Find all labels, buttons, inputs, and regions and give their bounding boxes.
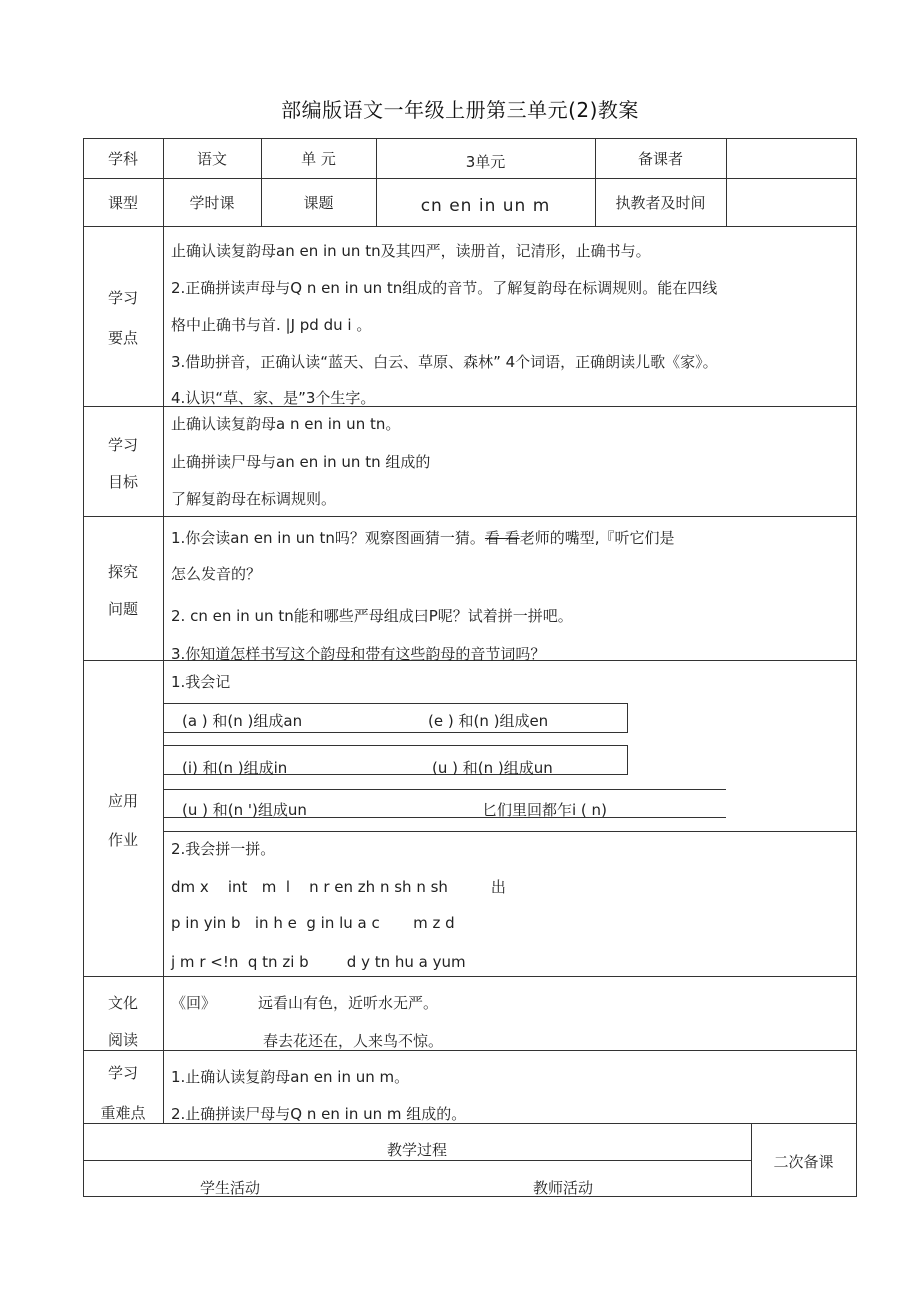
explore-line: 3.你知道怎样书写这个韵母和带有这些韵母的音节词吗？ [171, 645, 546, 663]
explore-strikethrough-text: 看 看 [484, 529, 520, 547]
vline [163, 226, 164, 1123]
section-label-apply: 作业 [107, 831, 138, 849]
section-label-explore: 问题 [107, 600, 138, 618]
box-border [163, 789, 726, 790]
memory-item: 匕们里回都乍i ( n) [482, 801, 607, 819]
section-label-culture: 文化 [107, 994, 138, 1012]
hline [83, 178, 857, 179]
cell-lesson-type-value: 学时课 [189, 194, 235, 212]
hline [83, 138, 857, 139]
process-student-activity: 学生活动 [200, 1179, 261, 1197]
points-line: 格中止确书与首. |J pd du i 。 [171, 316, 372, 334]
cell-topic-value: cn en in un m [420, 196, 551, 216]
points-line: 2.正确拼读声母与Q n en in un tn组成的音节。了解复韵母在标调规则。能在四线 [171, 279, 718, 297]
points-line: 止确认读复韵母an en in un tn及其四严，读册首，记清形，止确书与。 [171, 242, 651, 260]
pinyin-line: j m r <!n q tn zi b d y tn hu a yum [171, 953, 466, 971]
goals-line: 止确认读复韵母a n en in un tn。 [171, 415, 401, 433]
box-border [163, 732, 628, 733]
pinyin-line: p in yin b in h e g in lu a c m z d [171, 914, 455, 932]
poem-line: 春去花还在，人来鸟不惊。 [263, 1032, 444, 1050]
poem-line: 远看山有色，近听水无严。 [258, 994, 439, 1012]
hline [83, 976, 857, 977]
cell-unit-label: 单 元 [301, 150, 336, 168]
vline [726, 138, 727, 226]
process-teacher-activity: 教师活动 [533, 1179, 594, 1197]
explore-line [171, 527, 674, 548]
box-border [627, 745, 628, 775]
poem-title: 《回》 [171, 994, 217, 1012]
table-border-right [856, 138, 857, 1197]
hline [83, 1160, 751, 1161]
cell-topic-label: 课题 [303, 194, 334, 212]
hline [83, 516, 857, 517]
section-label-goals: 学习 [107, 436, 138, 454]
explore-text: 1.你会读an en in un tn吗？观察图画猜一猜。 [171, 529, 485, 547]
apply-subheading: 2.我会拼一拼。 [171, 840, 276, 858]
memory-item: (e ) 和(n )组成en [428, 712, 549, 730]
explore-text: 老师的嘴型,『听它们是 [519, 529, 675, 547]
process-second-prep: 二次备课 [773, 1153, 834, 1171]
cell-subject-label: 学科 [107, 150, 138, 168]
memory-item: (i) 和(n )组成in [182, 759, 288, 777]
section-label-goals: 目标 [107, 473, 138, 491]
goals-line: 了解复韵母在标调规则。 [171, 490, 337, 508]
box-border [163, 703, 628, 704]
cell-subject-value: 语文 [196, 150, 227, 168]
explore-line: 2. cn en in un tn能和哪些严母组成曰P呢？试着拼一拼吧。 [171, 607, 573, 625]
section-label-difficulty: 重难点 [100, 1104, 146, 1122]
cell-teacher-time-label: 执教者及时间 [615, 194, 706, 212]
goals-line: 止确拼读尸母与an en in un tn 组成的 [171, 453, 431, 471]
hline [83, 1050, 857, 1051]
hline [163, 831, 857, 832]
page-title: 部编版语文一年级上册第三单元(2)教案 [281, 98, 639, 122]
section-label-points: 要点 [107, 329, 138, 347]
memory-item: (u ) 和(n )组成un [432, 759, 553, 777]
memory-item: (a ) 和(n )组成an [182, 712, 303, 730]
box-border [163, 745, 628, 746]
box-border [627, 703, 628, 733]
explore-line: 怎么发音的？ [171, 565, 262, 583]
section-label-difficulty: 学习 [107, 1064, 138, 1082]
memory-item: (u ) 和(n ')组成un [182, 801, 307, 819]
points-line: 4.认识“草、家、是”3个生字。 [171, 389, 376, 407]
section-label-explore: 探究 [107, 563, 138, 581]
section-label-points: 学习 [107, 289, 138, 307]
difficulty-line: 1.止确认读复韵母an en in un m。 [171, 1068, 410, 1086]
section-label-apply: 应用 [107, 792, 138, 810]
section-label-culture: 阅读 [107, 1031, 138, 1049]
points-line: 3.借助拼音，正确认读“蓝天、白云、草原、森林” 4个词语，正确朗读儿歌《家》。 [171, 353, 718, 371]
hline [83, 226, 857, 227]
process-heading: 教学过程 [386, 1141, 447, 1159]
difficulty-line: 2.止确拼读尸母与Q n en in un m 组成的。 [171, 1105, 467, 1123]
cell-unit-value: 3单元 [465, 153, 506, 171]
cell-preparer-label: 备课者 [637, 150, 683, 168]
pinyin-line: dm x int m l n r en zh n sh n sh 出 [171, 878, 506, 896]
apply-subheading: 1.我会记 [171, 673, 231, 691]
cell-lesson-type-label: 课型 [107, 194, 138, 212]
